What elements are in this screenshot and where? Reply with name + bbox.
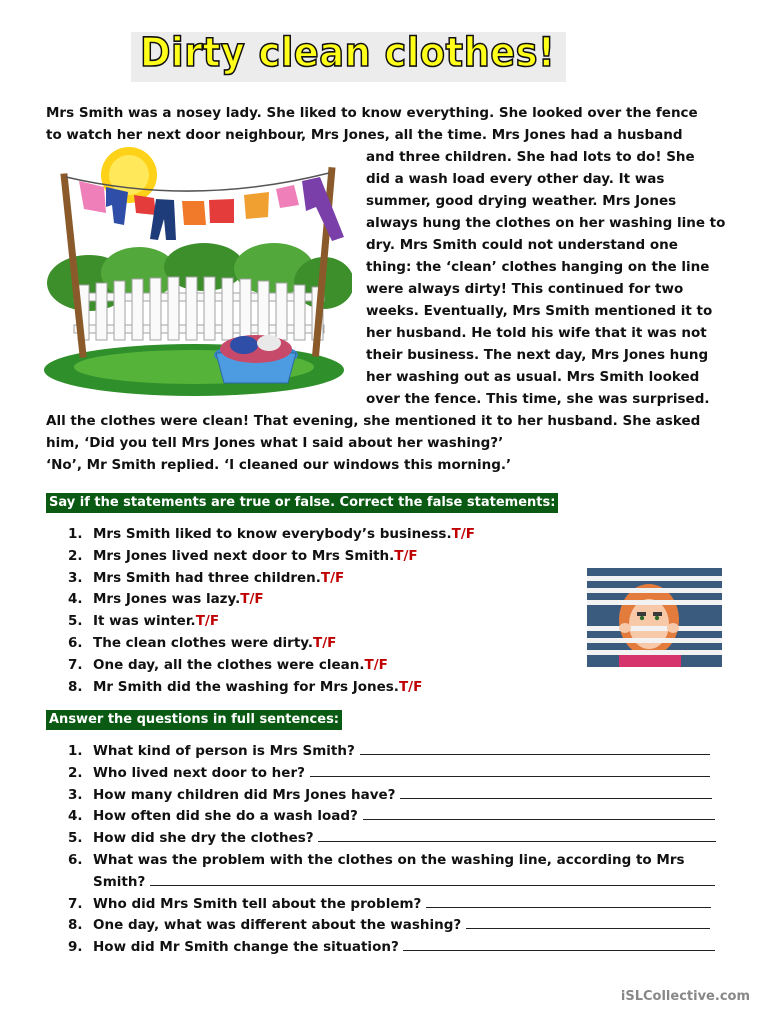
- nosey-neighbour-illustration: [587, 568, 722, 667]
- answer-line[interactable]: [403, 937, 715, 951]
- tf-marker[interactable]: T/F: [240, 591, 264, 608]
- page-title: Dirty clean clothes!: [140, 30, 556, 76]
- answer-line[interactable]: [466, 915, 710, 929]
- tf-marker[interactable]: T/F: [320, 569, 345, 586]
- list-item: 7. Who did Mrs Smith tell about the problem?: [93, 894, 716, 916]
- tf-marker[interactable]: T/F: [394, 547, 418, 564]
- tf-marker[interactable]: T/F: [398, 678, 423, 695]
- list-item: 2. Who lived next door to her?: [93, 763, 716, 785]
- tf-marker[interactable]: T/F: [364, 656, 388, 673]
- story-line: over the fence. This time, she was surprised.: [366, 391, 710, 407]
- list-item: 7. One day, all the clothes were clean.T/F: [68, 656, 388, 673]
- list-item: Smith?: [93, 872, 716, 894]
- site-watermark: iSLCollective.com: [620, 989, 750, 1004]
- story-line: All the clothes were clean! That evening, she mentioned it to her husband. She asked: [46, 413, 701, 429]
- story-line: him, ‘Did you tell Mrs Jones what I said about her washing?’: [46, 435, 504, 451]
- story-line: did a wash load every other day. It was: [366, 171, 665, 187]
- story-line: her washing out as usual. Mrs Smith looked: [366, 369, 700, 385]
- answer-line[interactable]: [363, 806, 715, 820]
- story-line: summer, good drying weather. Mrs Jones: [366, 193, 677, 209]
- answer-line[interactable]: [150, 872, 715, 886]
- story-line: her husband. He told his wife that it was not: [366, 325, 707, 341]
- answer-line[interactable]: [400, 785, 712, 799]
- tf-marker[interactable]: T/F: [451, 526, 475, 542]
- list-item: 3. How many children did Mrs Jones have?: [93, 785, 716, 807]
- story-line: always hung the clothes on her washing line to: [366, 215, 726, 231]
- answer-line[interactable]: [310, 763, 710, 777]
- list-item: 5. How did she dry the clothes?: [93, 828, 716, 850]
- questions-heading: Answer the questions in full sentences:: [46, 710, 342, 730]
- list-item: 5. It was winter.T/F: [68, 613, 220, 630]
- story-side: [366, 146, 725, 410]
- story-line: ‘No’, Mr Smith replied. ‘I cleaned our windows this morning.’: [46, 457, 512, 473]
- list-item: 3. Mrs Smith had three children.T/F: [68, 569, 345, 586]
- story-line: were always dirty! This continued for two: [366, 281, 684, 297]
- questions-list: [68, 741, 716, 959]
- list-item: 4. How often did she do a wash load?: [93, 806, 716, 828]
- tf-marker[interactable]: T/F: [312, 634, 337, 651]
- list-item: 6. What was the problem with the clothes on the washing line, according to Mrs: [68, 851, 685, 868]
- list-item: 4. Mrs Jones was lazy.T/F: [68, 591, 264, 608]
- list-item: 8. One day, what was different about the washing?: [93, 915, 716, 937]
- list-item: 6. The clean clothes were dirty.T/F: [68, 634, 337, 651]
- true-false-list: [68, 524, 475, 698]
- answer-line[interactable]: [426, 894, 711, 908]
- answer-line[interactable]: [318, 828, 716, 842]
- story-line: and three children. She had lots to do! She: [366, 149, 695, 165]
- tf-marker[interactable]: T/F: [195, 613, 220, 630]
- story-bottom: [46, 410, 700, 476]
- list-item: 1. Mrs Smith liked to know everybody’s business.T/F: [68, 526, 475, 542]
- list-item: 8. Mr Smith did the washing for Mrs Jones.T/F: [68, 678, 423, 695]
- story-line: to watch her next door neighbour, Mrs Jones, all the time. Mrs Jones had a husband: [46, 127, 683, 143]
- story-line: thing: the ‘clean’ clothes hanging on the line: [366, 259, 710, 275]
- list-item: 2. Mrs Jones lived next door to Mrs Smith.T/F: [68, 547, 418, 564]
- true-false-heading: Say if the statements are true or false. Correct the false statements:: [46, 493, 558, 513]
- story-line: Mrs Smith was a nosey lady. She liked to know everything. She looked over the fence: [46, 105, 698, 121]
- story-line: weeks. Eventually, Mrs Smith mentioned it to: [366, 303, 713, 319]
- story-line: their business. The next day, Mrs Jones hung: [366, 347, 709, 363]
- list-item: 9. How did Mr Smith change the situation?: [93, 937, 716, 959]
- clothesline-illustration: [44, 145, 352, 398]
- story-line: dry. Mrs Smith could not understand one: [366, 237, 678, 253]
- story-top: [46, 102, 698, 146]
- answer-line[interactable]: [360, 741, 710, 755]
- list-item: 1. What kind of person is Mrs Smith?: [93, 741, 716, 763]
